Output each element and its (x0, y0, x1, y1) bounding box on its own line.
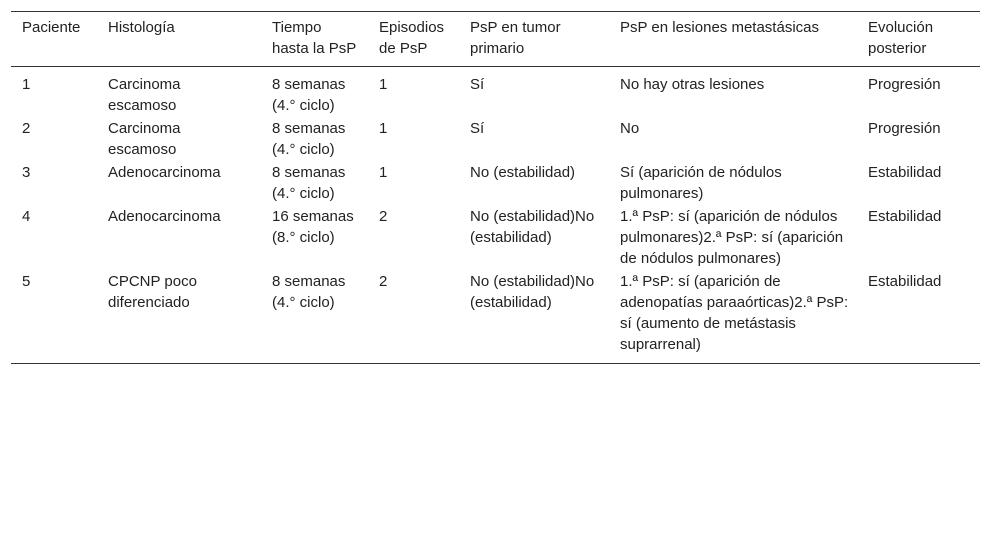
cell-episodios: 2 (379, 208, 388, 225)
results-table (11, 11, 980, 364)
table-row (11, 162, 980, 206)
cell-tiempo: 8 semanas (4.° ciclo) (272, 120, 346, 158)
cell-paciente: 2 (22, 120, 31, 137)
cell-psp-primario: No (estabilidad)No (estabilidad) (470, 208, 595, 246)
cell-tiempo: 8 semanas (4.° ciclo) (272, 164, 346, 202)
cell-evolucion: Progresión (868, 76, 941, 93)
cell-psp-metastasicas: 1.ª PsP: sí (aparición de nódulos pulmonares)2.ª PsP: sí (aparición de nódulos pulmonares) (620, 208, 844, 267)
cell-psp-primario: No (estabilidad) (470, 164, 576, 181)
header-evolucion: Evolución posterior (868, 19, 934, 57)
cell-histologia: Adenocarcinoma (108, 164, 221, 181)
cell-episodios: 1 (379, 76, 388, 93)
cell-evolucion: Progresión (868, 120, 941, 137)
cell-episodios: 1 (379, 120, 388, 137)
cell-psp-metastasicas: 1.ª PsP: sí (aparición de adenopatías paraaórticas)2.ª PsP: sí (aumento de metástasis suprarrenal) (620, 273, 849, 353)
cell-psp-metastasicas: No (620, 120, 640, 137)
header-tiempo: Tiempo hasta la PsP (272, 19, 357, 57)
table-row (11, 271, 980, 364)
header-episodios: Episodios de PsP (379, 19, 445, 57)
cell-tiempo: 8 semanas (4.° ciclo) (272, 76, 346, 114)
header-psp-primario: PsP en tumor primario (470, 19, 561, 57)
cell-psp-metastasicas: Sí (aparición de nódulos pulmonares) (620, 164, 782, 202)
header-histologia: Histología (108, 19, 175, 36)
table-row (11, 67, 980, 119)
cell-histologia: CPCNP poco diferenciado (108, 273, 197, 311)
cell-evolucion: Estabilidad (868, 273, 942, 290)
cell-tiempo: 8 semanas (4.° ciclo) (272, 273, 346, 311)
cell-psp-primario: No (estabilidad)No (estabilidad) (470, 273, 595, 311)
cell-paciente: 4 (22, 208, 31, 225)
cell-episodios: 2 (379, 273, 388, 290)
cell-evolucion: Estabilidad (868, 164, 942, 181)
cell-paciente: 3 (22, 164, 31, 181)
header-psp-metastasicas: PsP en lesiones metastásicas (620, 19, 819, 36)
cell-histologia: Carcinoma escamoso (108, 76, 181, 114)
cell-paciente: 5 (22, 273, 31, 290)
cell-histologia: Adenocarcinoma (108, 208, 221, 225)
header-paciente: Paciente (22, 19, 81, 36)
table-row (11, 118, 980, 162)
header-row (11, 12, 980, 67)
cell-episodios: 1 (379, 164, 388, 181)
cell-tiempo: 16 semanas (8.° ciclo) (272, 208, 354, 246)
cell-evolucion: Estabilidad (868, 208, 942, 225)
table-row (11, 206, 980, 271)
cell-paciente: 1 (22, 76, 31, 93)
cell-psp-primario: Sí (470, 76, 485, 93)
cell-histologia: Carcinoma escamoso (108, 120, 181, 158)
cell-psp-metastasicas: No hay otras lesiones (620, 76, 765, 93)
cell-psp-primario: Sí (470, 120, 485, 137)
